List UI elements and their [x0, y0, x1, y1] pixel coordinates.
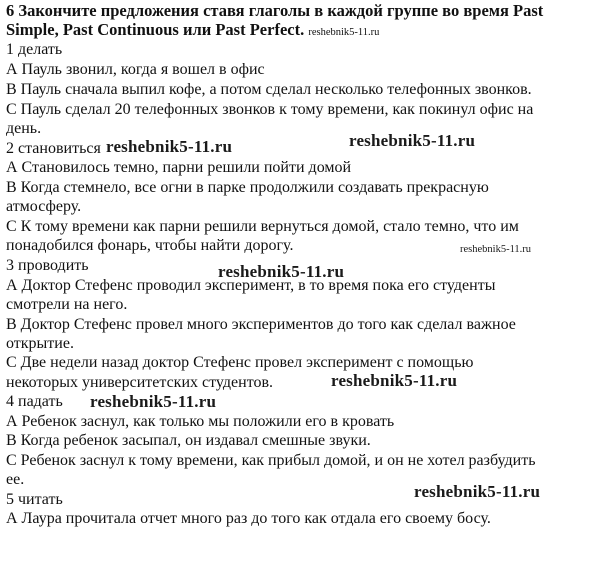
group-3-option-a-line-2: смотрели на него.	[6, 296, 128, 313]
watermark: reshebnik5-11.ru	[331, 371, 458, 390]
task-title-text: 6 Закончите предложения ставя глаголы в каждой группе во время Past Simple, Past Continuous или Past Perfect.	[6, 1, 544, 39]
group-5-heading: 5 читать	[6, 491, 63, 508]
group-2-heading: 2 становиться	[6, 140, 101, 157]
group-1-heading: 1 делать	[6, 41, 63, 58]
group-4-option-b: В Когда ребенок засыпал, он издавал смешные звуки.	[6, 432, 371, 449]
watermark: reshebnik5-11.ru	[218, 262, 345, 281]
group-4-option-c-line-1: С Ребенок заснул к тому времени, как прибыл домой, и он не хотел разбудить	[6, 452, 536, 469]
group-1-option-c-line-2: день.	[6, 120, 42, 137]
group-2-option-b-line-2: атмосферу.	[6, 198, 82, 215]
group-3-option-c-line-1: С Две недели назад доктор Стефенс провел эксперимент с помощью	[6, 354, 474, 371]
group-4-heading: 4 падать	[6, 393, 63, 410]
group-4-option-c-line-2: ее.	[6, 471, 25, 488]
watermark: reshebnik5-11.ru	[90, 392, 217, 411]
title-watermark: reshebnik5-11.ru	[308, 27, 380, 38]
group-1-option-a: А Пауль звонил, когда я вошел в офис	[6, 61, 265, 78]
group-2-option-a: А Становилось темно, парни решили пойти домой	[6, 159, 352, 176]
watermark: reshebnik5-11.ru	[460, 244, 532, 255]
task-title	[6, 1, 586, 42]
group-2-option-c-line-2: понадобился фонарь, чтобы найти дорогу.	[6, 237, 294, 254]
watermark: reshebnik5-11.ru	[414, 482, 541, 501]
group-3-option-a-line-1: А Доктор Стефенс проводил эксперимент, в то время пока его студенты	[6, 277, 496, 294]
group-2-option-c-line-1: С К тому времени как парни решили вернуться домой, стало темно, что им	[6, 218, 519, 235]
group-3-option-c-line-2: некоторых университетских студентов.	[6, 374, 274, 391]
group-4-option-a: А Ребенок заснул, как только мы положили его в кровать	[6, 413, 395, 430]
group-2-option-b-line-1: В Когда стемнело, все огни в парке продолжили создавать прекрасную	[6, 179, 489, 196]
watermark: reshebnik5-11.ru	[349, 131, 476, 150]
group-1-option-c-line-1: С Пауль сделал 20 телефонных звонков к тому времени, как покинул офис на	[6, 101, 534, 118]
group-3-option-b-line-2: открытие.	[6, 335, 74, 352]
group-1-option-b: В Пауль сначала выпил кофе, а потом сделал несколько телефонных звонков.	[6, 81, 532, 98]
group-5-option-a: А Лаура прочитала отчет много раз до того как отдала его своему босу.	[6, 510, 491, 527]
group-3-heading: 3 проводить	[6, 257, 89, 274]
watermark: reshebnik5-11.ru	[106, 137, 233, 156]
group-3-option-b-line-1: В Доктор Стефенс провел много экспериментов до того как сделал важное	[6, 316, 516, 333]
